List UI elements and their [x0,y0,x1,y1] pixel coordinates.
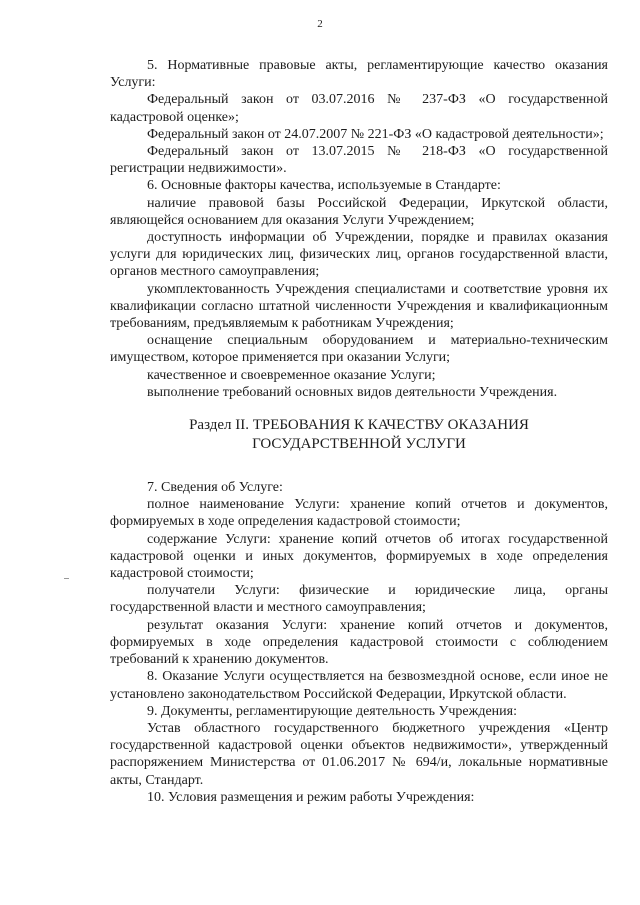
paragraph: 9. Документы, регламентирующие деятельность Учреждения: [147,703,517,719]
document-body [110,57,608,806]
paragraph: получатели Услуги: физические и юридические лица, органы государственной власти и местного самоуправления; [110,583,608,616]
paragraph: доступность информации об Учреждении, порядке и правилах оказания услуги для юридических лиц, физических лиц, органов государственной власти, органов местного самоуправления; [110,230,608,280]
paragraph: 8. Оказание Услуги осуществляется на безвозмездной основе, если иное не установлено законодательством Российской Федерации, Иркутской области. [110,669,608,702]
paragraph: качественное и своевременное оказание Услуги; [147,367,436,383]
paragraph: Устав областного государственного бюджетного учреждения «Центр государственной кадастровой оценки объектов недвижимости», утвержденный распоряжением Министерства от 01.06.2017 № 694/и, локальные нормативные акты, Стандарт. [110,720,608,788]
paragraph: 6. Основные факторы качества, используемые в Стандарте: [147,178,501,194]
page-number: 2 [317,18,323,30]
section-title [110,416,608,454]
paragraph: 10. Условия размещения и режим работы Учреждения: [147,789,475,805]
paragraph: укомплектованность Учреждения специалистами и соответствие уровня их квалификации согласно штатной численности Учреждения и квалификационным требованиям, предъявляемым к работникам Учреждения; [110,281,608,332]
paragraph: Федеральный закон от 24.07.2007 № 221-ФЗ «О кадастровой деятельности»; [147,126,604,142]
paragraph: Федеральный закон от 03.07.2016 № 237-ФЗ «О государственной кадастровой оценке»; [110,92,608,125]
section-title-line: ГОСУДАРСТВЕННОЙ УСЛУГИ [252,436,466,453]
paragraph: 7. Сведения об Услуге: [147,480,283,496]
paragraph: Федеральный закон от 13.07.2015 № 218-ФЗ «О государственной регистрации недвижимости». [110,144,608,177]
section-title-line: Раздел II. ТРЕБОВАНИЯ К КАЧЕСТВУ ОКАЗАНИЯ [189,417,529,434]
paragraph: оснащение специальным оборудованием и материально-техническим имуществом, которое применяется при оказании Услуги; [110,333,608,366]
paragraph: выполнение требований основных видов деятельности Учреждения. [147,384,558,400]
paragraph: результат оказания Услуги: хранение копий отчетов и документов, формируемых в ходе определения кадастровой стоимости с соблюдением требований к хранению документов. [110,617,608,668]
paragraph: полное наименование Услуги: хранение копий отчетов и документов, формируемых в ходе определения кадастровой стоимости; [110,497,608,530]
margin-mark [64,578,69,579]
paragraph: содержание Услуги: хранение копий отчетов об итогах государственной кадастровой оценки и иных документов, формируемых в ходе определения кадастровой стоимости; [110,531,608,582]
paragraph: наличие правовой базы Российской Федерации, Иркутской области, являющейся основанием для оказания Услуги Учреждением; [110,195,608,228]
paragraph: 5. Нормативные правовые акты, регламентирующие качество оказания Услуги: [110,58,608,91]
